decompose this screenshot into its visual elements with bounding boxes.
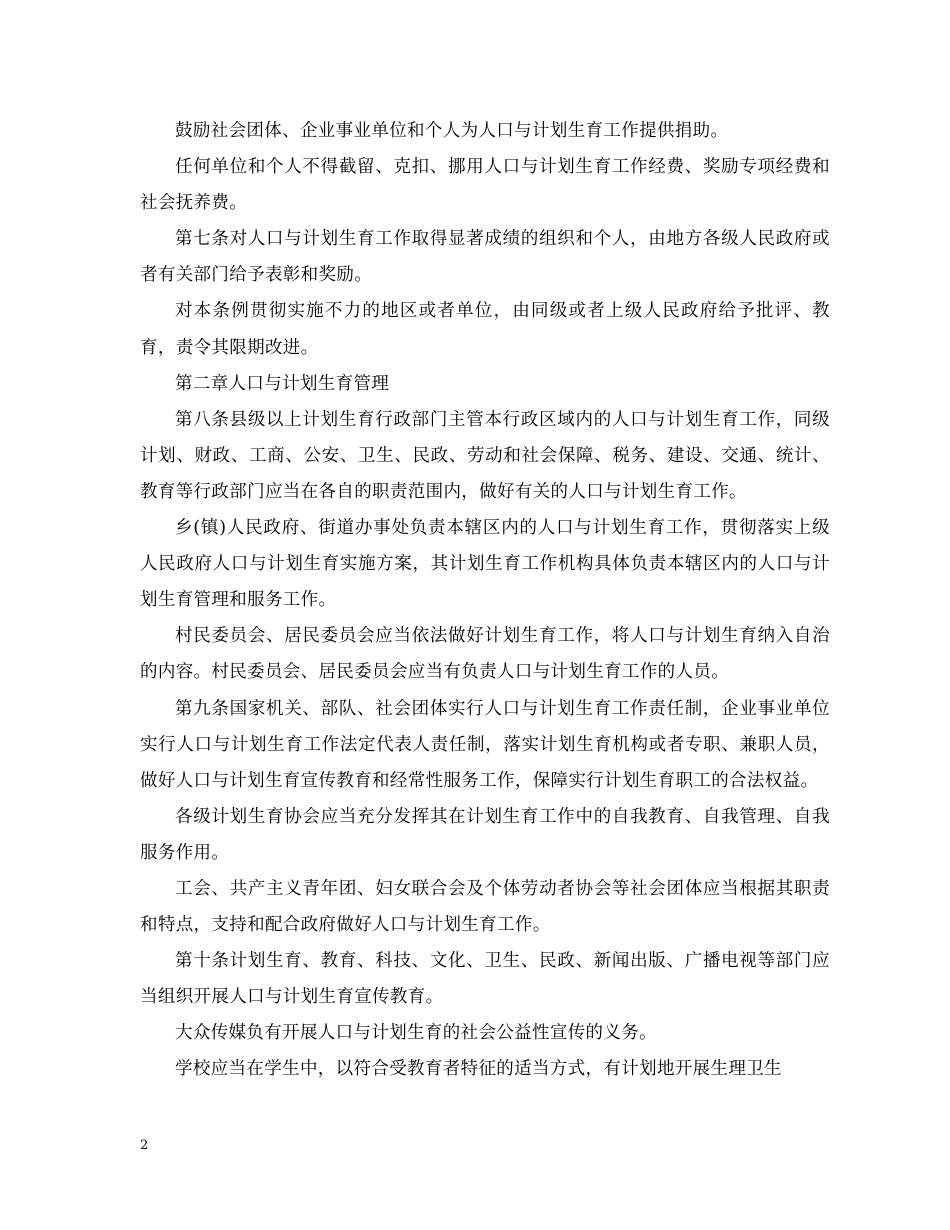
- page-number: 2: [140, 1138, 149, 1153]
- paragraph-article-8: 第八条县级以上计划生育行政部门主管本行政区域内的人口与计划生育工作，同级计划、财政、工商、公安、卫生、民政、劳动和社会保障、税务、建设、交通、统计、教育等行政部门应当在各自的职责范围内，做好有关的人口与计划生育工作。: [140, 409, 830, 502]
- paragraph-committees: 村民委员会、居民委员会应当依法做好计划生育工作，将人口与计划生育纳入自治的内容。村民委员会、居民委员会应当有负责人口与计划生育工作的人员。: [140, 626, 830, 683]
- paragraph-mass-media: 大众传媒负有开展人口与计划生育的社会公益性宣传的义务。: [175, 1023, 657, 1044]
- paragraph-associations: 各级计划生育协会应当充分发挥其在计划生育工作中的自我教育、自我管理、自我服务作用。: [140, 806, 830, 863]
- paragraph-social-groups: 工会、共产主义青年团、妇女联合会及个体劳动者协会等社会团体应当根据其职责和特点，支持和配合政府做好人口与计划生育工作。: [140, 878, 830, 936]
- paragraph-article-9: 第九条国家机关、部队、社会团体实行人口与计划生育工作责任制，企业事业单位实行人口与计划生育工作法定代表人责任制，落实计划生育机构或者专职、兼职人员，做好人口与计划生育宣传教育和经常性服务工作，保障实行计划生育职工的合法权益。: [140, 698, 830, 791]
- paragraph-article-10: 第十条计划生育、教育、科技、文化、卫生、民政、新闻出版、广播电视等部门应当组织开展人口与计划生育宣传教育。: [140, 951, 830, 1008]
- paragraph-criticism: 对本条例贯彻实施不力的地区或者单位，由同级或者上级人民政府给予批评、教育，责令其限期改进。: [140, 301, 830, 358]
- paragraph-article-7: 第七条对人口与计划生育工作取得显著成绩的组织和个人，由地方各级人民政府或者有关部门给予表彰和奖励。: [140, 229, 830, 286]
- paragraph-funds-protection: 任何单位和个人不得截留、克扣、挪用人口与计划生育工作经费、奖励专项经费和社会抚养费。: [140, 157, 830, 214]
- chapter-heading: 第二章人口与计划生育管理: [175, 373, 390, 394]
- document-body: [140, 113, 830, 1088]
- paragraph-schools: 学校应当在学生中，以符合受教育者特征的适当方式，有计划地开展生理卫生: [175, 1059, 782, 1080]
- paragraph-township-government: 乡(镇)人民政府、街道办事处负责本辖区内的人口与计划生育工作，贯彻落实上级人民政府人口与计划生育实施方案，其计划生育工作机构具体负责本辖区内的人口与计划生育管理和服务工作。: [140, 518, 830, 611]
- paragraph-donation-encouragement: 鼓励社会团体、企业事业单位和个人为人口与计划生育工作提供捐助。: [175, 121, 729, 141]
